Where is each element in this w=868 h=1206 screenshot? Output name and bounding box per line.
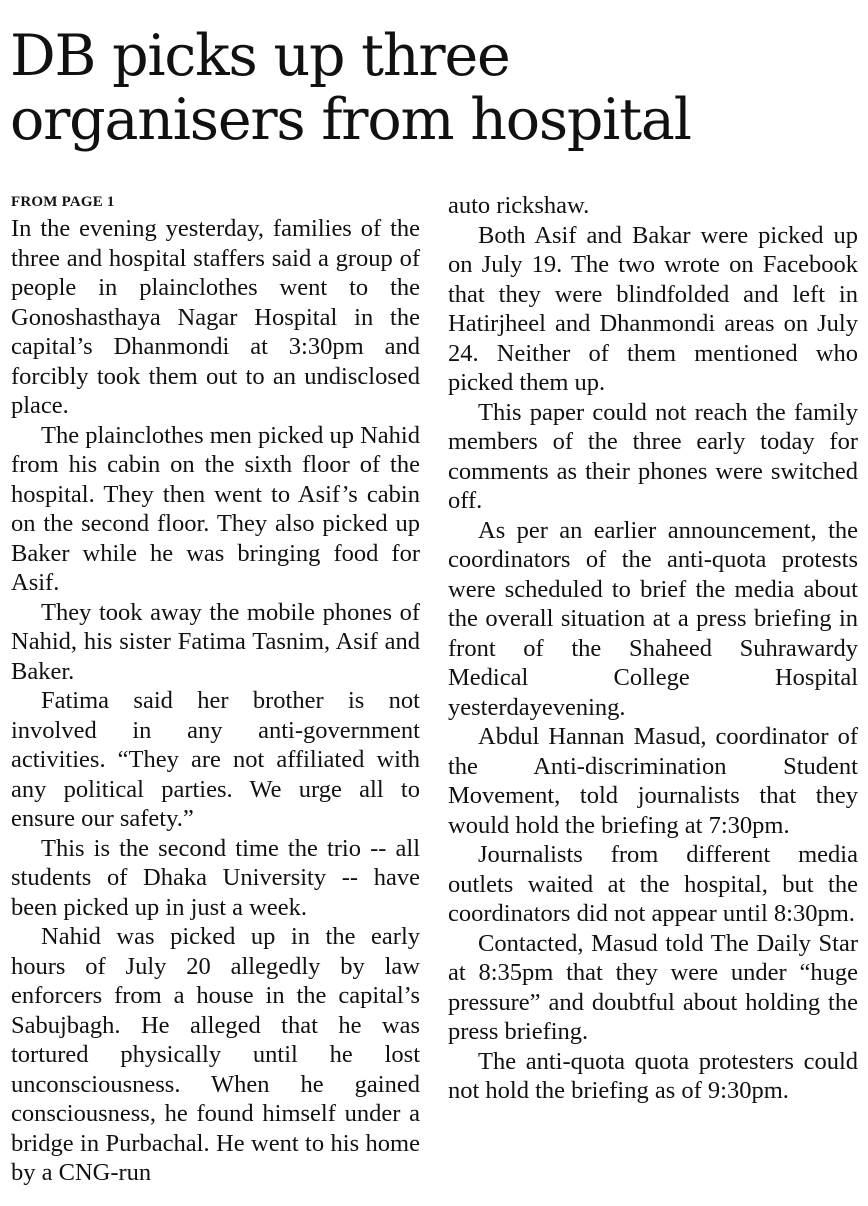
paragraph-continuation: auto rickshaw. <box>448 192 590 219</box>
paragraph: The anti-quota quota protesters could not hold the briefing as of 9:30pm. <box>448 1047 858 1104</box>
headline <box>10 24 860 152</box>
paragraph: Nahid was picked up in the early hours of July 20 allegedly by law enforcers from a house in the capital’s Sabujbagh. He alleged that he was tortured physically until he lost unconsciousness. When he gained consciousness, he found himself under a bridge in Purbachal. He went to his home by a CNG-run <box>11 923 420 1186</box>
paragraph: In the evening yesterday, families of the three and hospital staffers said a group of people in plainclothes went to the Gonoshasthaya Nagar Hospital in the capital’s Dhanmondi at 3:30pm and forcibly took them out to an undisclosed place. <box>11 215 420 419</box>
article-column-right <box>448 190 858 1106</box>
paragraph: The plainclothes men picked up Nahid from his cabin on the sixth floor of the hospital. They then went to Asif’s cabin on the second floor. They also picked up Baker while he was bringing food for Asif. <box>11 421 420 596</box>
paragraph: Journalists from different media outlets waited at the hospital, but the coordinators did not appear until 8:30pm. <box>448 841 858 927</box>
headline-line-2: organisers from hospital <box>10 87 691 153</box>
article-column-left <box>11 190 420 1188</box>
paragraph: Both Asif and Bakar were picked up on July 19. The two wrote on Facebook that they were blindfolded and left in Hatirjheel and Dhanmondi areas on July 24. Neither of them mentioned who picked them up. <box>448 221 858 396</box>
headline-line-1: DB picks up three <box>10 23 510 89</box>
paragraph: This is the second time the trio -- all students of Dhaka University -- have been picked up in just a week. <box>11 834 420 921</box>
paragraph: Fatima said her brother is not involved in any anti-government activities. “They are not affiliated with any political parties. We urge all to ensure our safety.” <box>11 687 420 832</box>
paragraph: Contacted, Masud told The Daily Star at 8:35pm that they were under “huge pressure” and doubtful about holding the press briefing. <box>448 929 858 1045</box>
paragraph: As per an earlier announcement, the coordinators of the anti-quota protests were scheduled to brief the media about the overall situation at a press briefing in front of the Shaheed Suhrawardy Medical College Hospital yesterdayevening. <box>448 516 858 721</box>
kicker-from-page: FROM PAGE 1 <box>11 194 115 210</box>
paragraph: This paper could not reach the family members of the three early today for comments as their phones were switched off. <box>448 398 858 514</box>
paragraph: They took away the mobile phones of Nahid, his sister Fatima Tasnim, Asif and Baker. <box>11 598 420 685</box>
paragraph: Abdul Hannan Masud, coordinator of the Anti-discrimination Student Movement, told journalists that they would hold the briefing at 7:30pm. <box>448 723 858 839</box>
